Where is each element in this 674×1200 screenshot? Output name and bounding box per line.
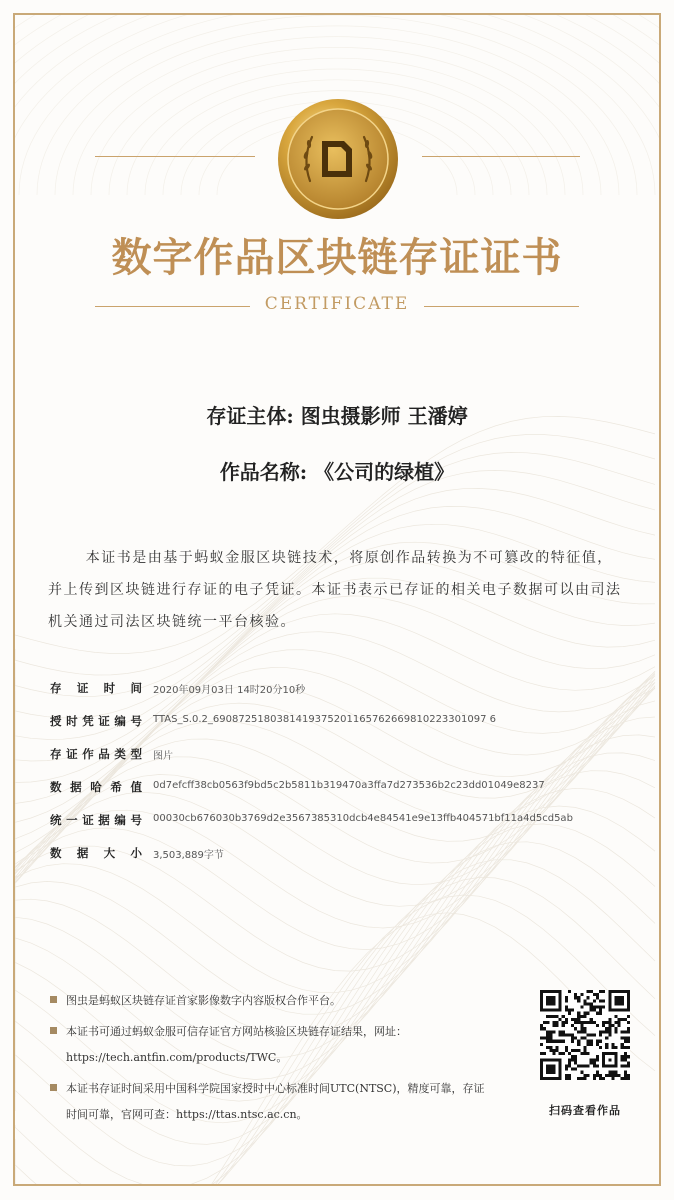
notes-list [50, 988, 490, 1133]
header-line-right [422, 156, 580, 157]
work-label: 作品名称: [219, 460, 308, 484]
gold-seal-icon [276, 97, 400, 221]
note-text: 本证书可通过蚂蚁金服可信存证官方网站核验区块链存证结果，网址：https://tech.antfin.com/products/TWC。 [66, 1025, 407, 1064]
info-label: 数据大小 [50, 846, 142, 860]
note-item [50, 988, 490, 1014]
info-row [50, 845, 640, 878]
subject-value: 图虫摄影师 王潘婷 [300, 404, 468, 428]
info-row [50, 812, 640, 845]
square-bullet-icon [50, 996, 57, 1003]
work-line [0, 456, 674, 485]
info-value: 0d7efcff38cb0563f9bd5c2b5811b319470a3ffa7d273536b2c23dd01049e8237 [153, 780, 545, 791]
info-label: 存证时间 [50, 681, 142, 695]
square-bullet-icon [50, 1027, 57, 1034]
info-row [50, 746, 640, 779]
info-label: 授时凭证编号 [50, 714, 142, 728]
info-row [50, 713, 640, 746]
note-item [50, 1076, 490, 1128]
subject-label: 存证主体: [206, 404, 294, 428]
info-table [50, 680, 640, 878]
info-label: 数据哈希值 [50, 780, 142, 794]
square-bullet-icon [50, 1084, 57, 1091]
info-value: TTAS_S.0.2_6908725180381419375201165762669810223301097 6 [153, 714, 497, 725]
note-item [50, 1019, 490, 1071]
subject-line [0, 400, 674, 429]
info-value: 图片 [153, 751, 173, 762]
info-value: 3,503,889字节 [153, 850, 224, 861]
info-label: 存证作品类型 [50, 747, 142, 761]
info-row [50, 779, 640, 812]
info-value: 2020年09月03日 14时20分10秒 [153, 685, 306, 696]
certificate-title: 数字作品区块链存证证书 [111, 235, 563, 281]
info-label: 统一证据编号 [50, 813, 142, 827]
note-text: 本证书存证时间采用中国科学院国家授时中心标准时间UTC(NTSC)，精度可靠，存证时间可靠，官网可查：https://ttas.ntsc.ac.cn。 [66, 1082, 485, 1121]
qr-code-icon[interactable] [540, 990, 630, 1080]
header-line-left [95, 156, 255, 157]
note-text: 图虫是蚂蚁区块链存证首家影像数字内容版权合作平台。 [66, 994, 341, 1007]
info-row [50, 680, 640, 713]
info-value: 00030cb676030b3769d2e3567385310dcb4e84541e9e13ffb404571bf11a4d5cd5ab [153, 813, 573, 824]
work-value: 《公司的绿植》 [314, 460, 455, 484]
description-paragraph: 本证书是由基于蚂蚁金服区块链技术，将原创作品转换为不可篡改的特征值，并上传到区块链进行存证的电子凭证。本证书表示已存证的相关电子数据可以由司法机关通过司法区块链统一平台核验。 [48, 550, 622, 630]
qr-caption: 扫码查看作品 [549, 1104, 621, 1117]
certificate-subtitle: CERTIFICATE [264, 294, 410, 314]
